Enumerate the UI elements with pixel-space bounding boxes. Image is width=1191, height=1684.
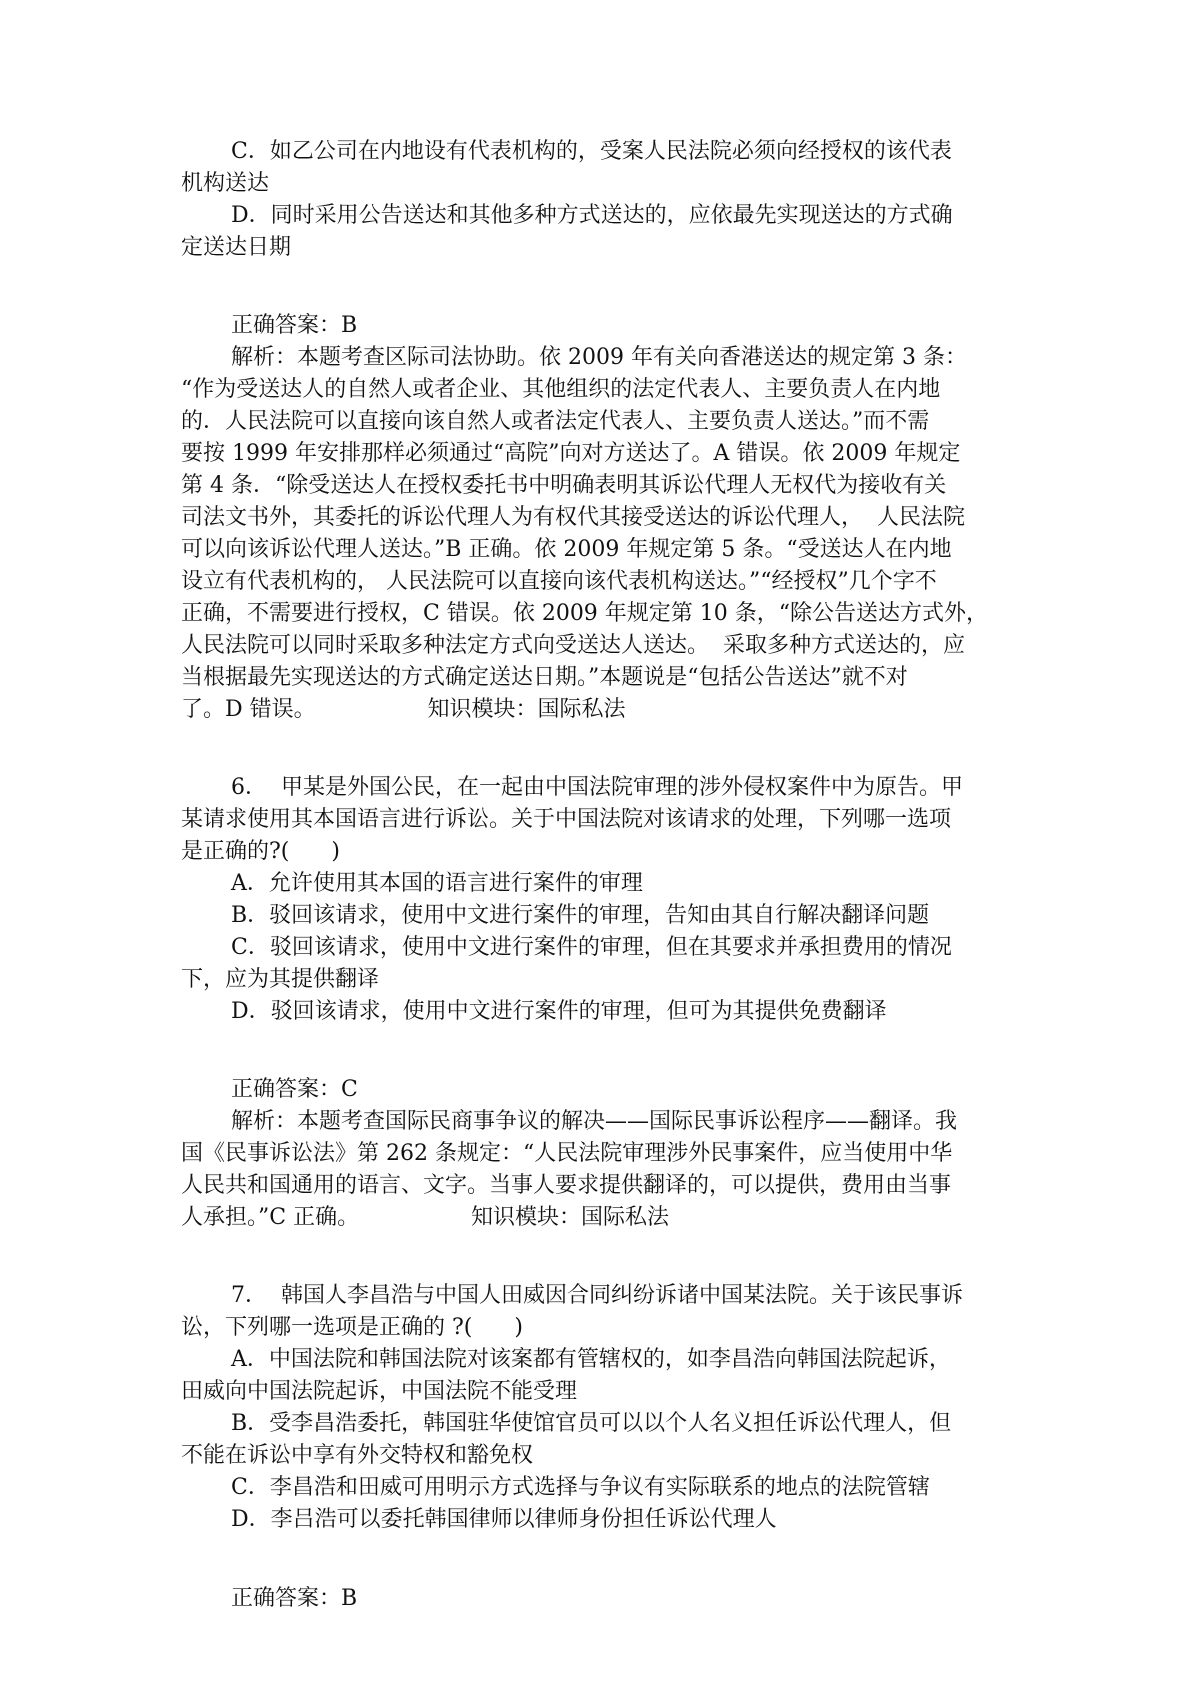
q7-stem-line: 7． 韩国人李昌浩与中国人田威因合同纠纷诉诸中国某法院。关于该民事诉 bbox=[231, 1283, 963, 1308]
q7-option-b-line-1: B．受李昌浩委托，韩国驻华使馆官员可以以个人名义担任诉讼代理人，但 bbox=[231, 1411, 952, 1436]
q7-option-b-line-2: 不能在诉讼中享有外交特权和豁免权 bbox=[181, 1443, 534, 1468]
q6-option-a: A．允许使用其本国的语言进行案件的审理 bbox=[231, 871, 643, 896]
q6-stem-line: 6． 甲某是外国公民，在一起由中国法院审理的涉外侵权案件中为原告。甲 bbox=[231, 775, 963, 800]
q7-option-c: C．李昌浩和田威可用明示方式选择与争议有实际联系的地点的法院管辖 bbox=[231, 1475, 930, 1500]
q6-option-c-line-1: C．驳回该请求，使用中文进行案件的审理，但在其要求并承担费用的情况 bbox=[231, 935, 952, 960]
q7-answer: 正确答案：B bbox=[231, 1586, 358, 1611]
q6-analysis-line: 人民共和国通用的语言、文字。当事人要求提供翻译的，可以提供，费用由当事 bbox=[181, 1173, 952, 1198]
q5-analysis-line: 当根据最先实现送达的方式确定送达日期。”本题说是“包括公告送达”就不对 bbox=[181, 665, 908, 690]
q6-option-d: D．驳回该请求，使用中文进行案件的审理，但可为其提供免费翻译 bbox=[231, 999, 887, 1024]
q5-option-c-line-1: C．如乙公司在内地设有代表机构的，受案人民法院必须向经授权的该代表 bbox=[231, 139, 952, 164]
q6-answer: 正确答案：C bbox=[231, 1077, 358, 1102]
q5-analysis-line: 了。D 错误。 知识模块：国际私法 bbox=[181, 697, 626, 722]
q6-analysis-line: 国《民事诉讼法》第 262 条规定：“人民法院审理涉外民事案件，应当使用中华 bbox=[181, 1141, 953, 1166]
q7-option-d: D．李吕浩可以委托韩国律师以律师身份担任诉讼代理人 bbox=[231, 1507, 777, 1532]
q7-option-a-line-1: A．中国法院和韩国法院对该案都有管辖权的，如李昌浩向韩国法院起诉， bbox=[231, 1347, 951, 1372]
q6-analysis-line: 人承担。”C 正确。 知识模块：国际私法 bbox=[181, 1205, 669, 1230]
q5-analysis-line: 人民法院可以同时采取多种法定方式向受送达人送达。 采取多种方式送达的，应 bbox=[181, 633, 965, 658]
q5-analysis-line: 第 4 条．“除受送达人在授权委托书中明确表明其诉讼代理人无权代为接收有关 bbox=[181, 473, 947, 498]
q7-option-a-line-2: 田威向中国法院起诉，中国法院不能受理 bbox=[181, 1379, 578, 1404]
q6-option-c-line-2: 下，应为其提供翻译 bbox=[181, 967, 380, 992]
q5-analysis-line: 可以向该诉讼代理人送达。”B 正确。依 2009 年规定第 5 条。“受送达人在内地 bbox=[181, 537, 952, 562]
q5-analysis-line: 正确，不需要进行授权，C 错误。依 2009 年规定第 10 条，“除公告送达方式外， bbox=[181, 601, 989, 626]
q5-option-c-line-2: 机构送达 bbox=[181, 171, 270, 196]
q5-analysis-line: 司法文书外，其委托的诉讼代理人为有权代其接受送达的诉讼代理人， 人民法院 bbox=[181, 505, 965, 530]
q5-option-d-line-2: 定送达日期 bbox=[181, 235, 292, 260]
q5-analysis-line: “作为受送达人的自然人或者企业、其他组织的法定代表人、主要负责人在内地 bbox=[181, 377, 941, 402]
q5-analysis-line: 的．人民法院可以直接向该自然人或者法定代表人、主要负责人送达。”而不需 bbox=[181, 409, 930, 434]
q6-stem-line: 某请求使用其本国语言进行诉讼。关于中国法院对该请求的处理，下列哪一选项 bbox=[181, 807, 952, 832]
q6-analysis-line: 解析：本题考查国际民商事争议的解决——国际民事诉讼程序——翻译。我 bbox=[231, 1109, 958, 1134]
q7-stem-line: 讼，下列哪一选项是正确的 ?( ) bbox=[181, 1315, 523, 1340]
q5-answer: 正确答案：B bbox=[231, 313, 358, 338]
q5-option-d-line-1: D．同时采用公告送达和其他多种方式送达的，应依最先实现送达的方式确 bbox=[231, 203, 953, 228]
q6-stem-line: 是正确的?( ) bbox=[181, 839, 340, 864]
q5-analysis-line: 要按 1999 年安排那样必须通过“高院”向对方送达了。A 错误。依 2009 年规定 bbox=[181, 441, 961, 466]
q5-analysis-line: 解析：本题考查区际司法协助。依 2009 年有关向香港送达的规定第 3 条： bbox=[231, 345, 967, 370]
q6-option-b: B．驳回该请求，使用中文进行案件的审理，告知由其自行解决翻译问题 bbox=[231, 903, 930, 928]
q5-analysis-line: 设立有代表机构的， 人民法院可以直接向该代表机构送达。”“经授权”几个字不 bbox=[181, 569, 937, 594]
